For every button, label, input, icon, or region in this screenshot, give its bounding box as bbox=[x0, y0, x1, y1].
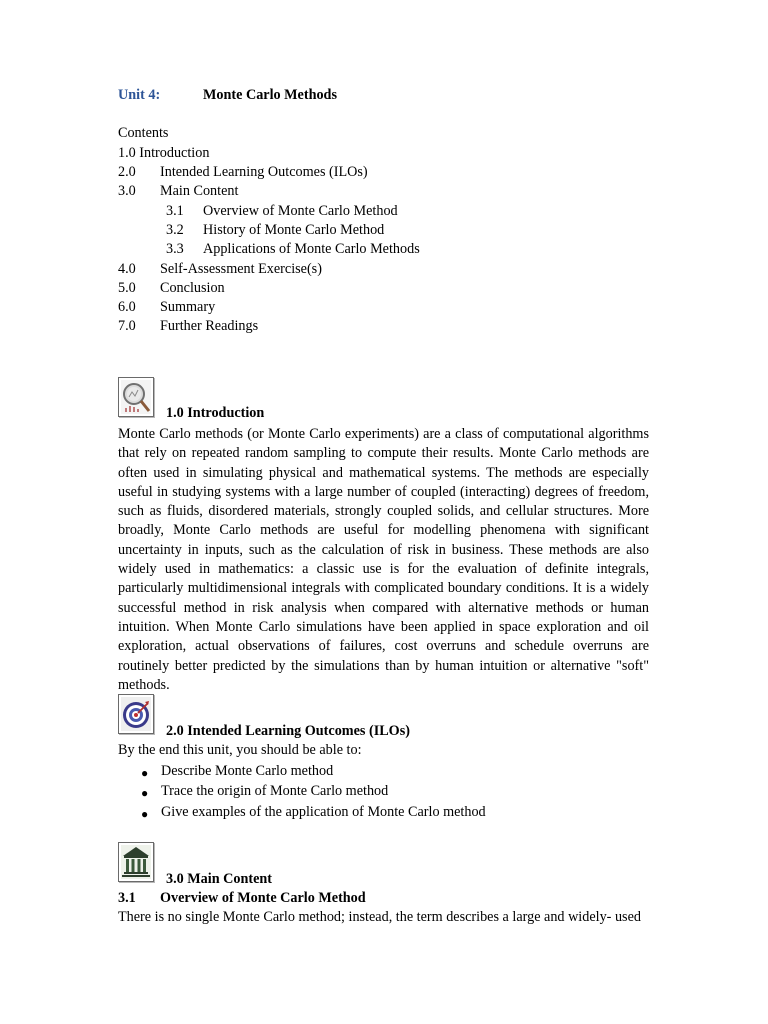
toc-text: Overview of Monte Carlo Method bbox=[203, 203, 398, 219]
unit-label: Unit 4: bbox=[118, 87, 161, 103]
section-title: Overview of Monte Carlo Method bbox=[160, 890, 366, 906]
toc-text: History of Monte Carlo Method bbox=[203, 222, 385, 238]
ilo-item: Give examples of the application of Monte Carlo method bbox=[161, 804, 486, 820]
toc-num: 2.0 bbox=[118, 164, 136, 180]
toc-num: 5.0 bbox=[118, 280, 136, 296]
toc-text: Intended Learning Outcomes (ILOs) bbox=[160, 164, 368, 180]
toc-text: Further Readings bbox=[160, 318, 259, 334]
ilos-intro: By the end this unit, you should be able to: bbox=[118, 742, 362, 758]
main-paragraph-start: There is no single Monte Carlo method; instead, the term describes a large and widely- used bbox=[118, 909, 641, 925]
toc-num: 4.0 bbox=[118, 261, 136, 277]
bullet-dot: ● bbox=[141, 766, 149, 780]
toc-text: Conclusion bbox=[160, 280, 225, 296]
toc-text: Self-Assessment Exercise(s) bbox=[160, 261, 322, 277]
intro-heading: 1.0 Introduction bbox=[166, 405, 265, 421]
toc-text: Introduction bbox=[139, 145, 210, 161]
bullet-dot: ● bbox=[141, 786, 149, 800]
toc-num: 3.3 bbox=[166, 241, 184, 257]
ilo-item: Describe Monte Carlo method bbox=[161, 763, 334, 779]
toc-num: 3.1 bbox=[166, 203, 184, 219]
ilo-item: Trace the origin of Monte Carlo method bbox=[161, 783, 389, 799]
toc-num: 3.2 bbox=[166, 222, 184, 238]
toc-num: 6.0 bbox=[118, 299, 136, 315]
toc-text: Applications of Monte Carlo Methods bbox=[203, 241, 420, 257]
target-icon bbox=[118, 694, 154, 734]
toc-num: 1.0 bbox=[118, 145, 136, 161]
toc-text: Main Content bbox=[160, 183, 239, 199]
toc-num: 7.0 bbox=[118, 318, 136, 334]
toc-num: 3.0 bbox=[118, 183, 136, 199]
institution-icon bbox=[118, 842, 154, 882]
contents-heading: Contents bbox=[118, 125, 169, 141]
section-number: 3.1 bbox=[118, 890, 136, 906]
magnifier-icon bbox=[118, 377, 154, 417]
bullet-dot: ● bbox=[141, 807, 149, 821]
toc-item-1-0 bbox=[118, 145, 209, 162]
main-heading: 3.0 Main Content bbox=[166, 871, 273, 887]
intro-paragraph: Monte Carlo methods (or Monte Carlo experiments) are a class of computational algorithms that rely on repeated random sampling to compute their results. Monte Carlo methods are often used in simulating physical and mathematical systems. The methods are especially useful in studying systems with a large number of coupled (interacting) degrees of freedom, such as fluids, disordered materials, strongly coupled solids, and cellular structures. More broadly, Monte Carlo methods are useful for modelling phenomena with significant uncertainty in inputs, such as the calculation of risk in business. These methods are also widely used in mathematics: a classic use is for the evaluation of definite integrals, particularly multidimensional integrals with complicated boundary conditions. It is a widely successful method in risk analysis when compared with alternative methods or human intuition. When Monte Carlo simulations have been applied in space exploration and oil exploration, actual observations of failures, cost overruns and schedule overruns are routinely better predicted by the simulations than by human intuition or alternative "soft" methods. bbox=[118, 426, 649, 693]
unit-title: Monte Carlo Methods bbox=[203, 87, 337, 103]
ilos-heading: 2.0 Intended Learning Outcomes (ILOs) bbox=[166, 723, 410, 739]
toc-text: Summary bbox=[160, 299, 216, 315]
